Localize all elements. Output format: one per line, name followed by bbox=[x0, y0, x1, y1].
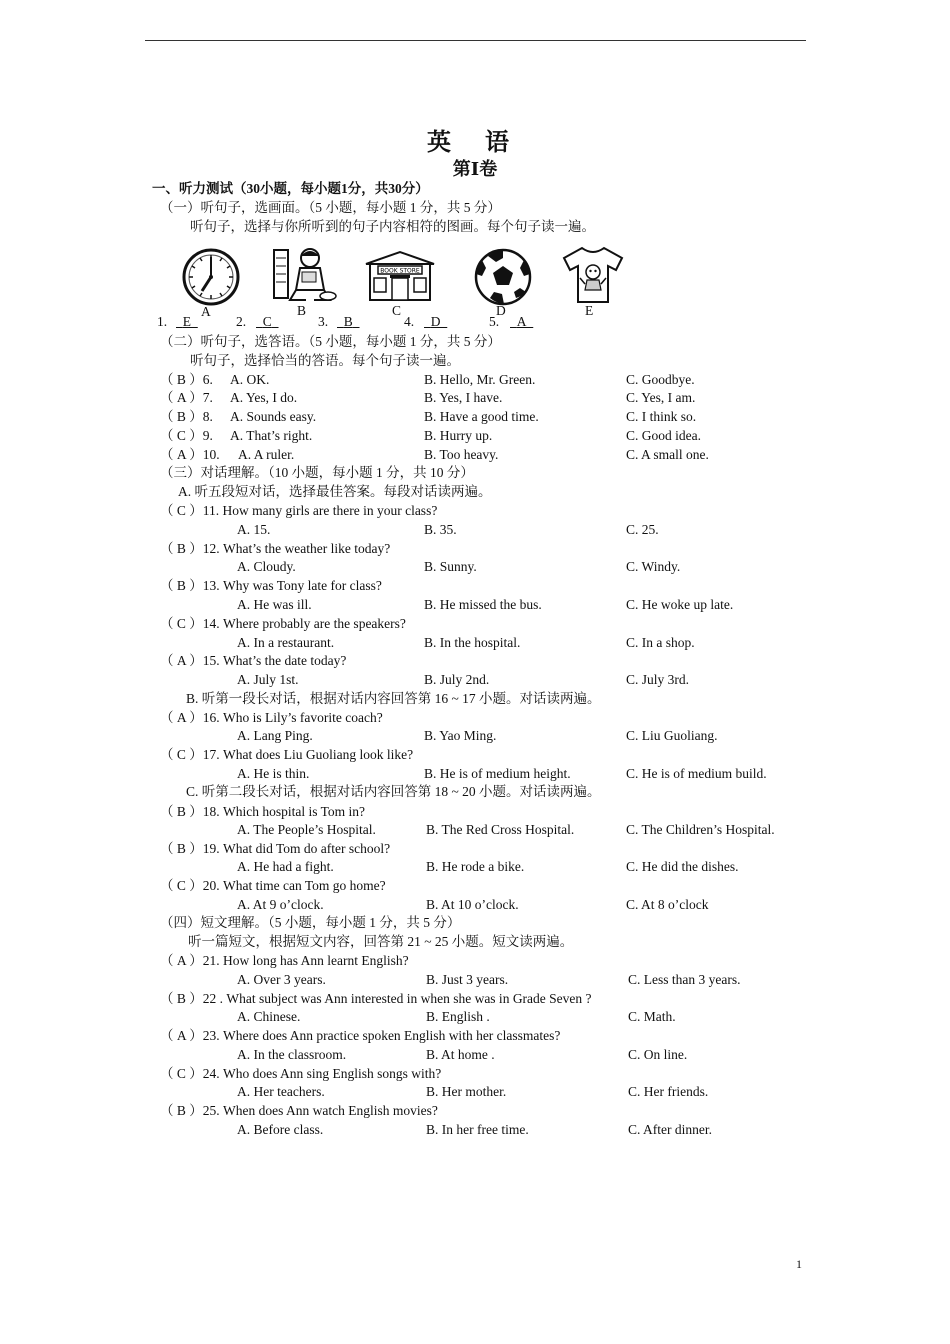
options-row: A. He was ill. B. He missed the bus. C. He woke up late. bbox=[237, 597, 734, 612]
question-row: （ A ）15. What’s the date today? bbox=[160, 653, 347, 668]
picture-label-a: A bbox=[201, 304, 211, 319]
part4-instruction: 听一篇短文，根据短文内容，回答第 21 ~ 25 小题。短文读两遍。 bbox=[188, 934, 574, 949]
options-row: A. He is thin. B. He is of medium height. C. He is of medium build. bbox=[237, 766, 767, 781]
picture-row bbox=[0, 244, 950, 324]
options-row: A. Before class. B. In her free time. C. After dinner. bbox=[237, 1122, 712, 1137]
part3-sub-b: B. 听第一段长对话，根据对话内容回答第 16 ~ 17 小题。对话读两遍。 bbox=[186, 691, 601, 706]
question-row: （ C ）17. What does Liu Guoliang look like? bbox=[160, 747, 414, 762]
question-row: （ C ）20. What time can Tom go home? bbox=[160, 878, 386, 893]
clock-icon bbox=[182, 248, 240, 306]
picture-label-b: B bbox=[297, 303, 307, 318]
question-row: （ C ）9. A. That’s right. B. Hurry up. C. Good idea. bbox=[160, 428, 701, 443]
options-row: A. Her teachers. B. Her mother. C. Her friends. bbox=[237, 1084, 709, 1099]
question-row: （ B ）25. When does Ann watch English movies? bbox=[160, 1103, 438, 1118]
answer-num: 2. bbox=[236, 314, 247, 329]
question-row: （ C ）24. Who does Ann sing English songs with? bbox=[160, 1066, 442, 1081]
answer-value: C bbox=[262, 314, 272, 329]
part1-instruction: 听句子，选择与你所听到的句子内容相符的图画。每个句子读一遍。 bbox=[190, 219, 595, 234]
question-row: （ C ）11. How many girls are there in your class? bbox=[160, 503, 438, 518]
options-row: A. In the classroom. B. At home . C. On line. bbox=[237, 1047, 688, 1062]
question-row: （ C ）14. Where probably are the speakers? bbox=[160, 616, 406, 631]
page-number: 1 bbox=[796, 1257, 802, 1271]
options-row: A. At 9 o’clock. B. At 10 o’clock. C. At 8 o’clock bbox=[237, 897, 709, 912]
answer-value: D bbox=[430, 314, 441, 329]
options-row: A. He had a fight. B. He rode a bike. C. He did the dishes. bbox=[237, 859, 739, 874]
part2-instruction: 听句子，选择恰当的答语。每个句子读一遍。 bbox=[190, 353, 460, 368]
part1-heading: （一）听句子，选画面。（5 小题，每小题 1 分，共 5 分） bbox=[160, 200, 501, 215]
part3-sub-c: C. 听第二段长对话，根据对话内容回答第 18 ~ 20 小题。对话读两遍。 bbox=[186, 784, 601, 799]
question-row: （ B ）18. Which hospital is Tom in? bbox=[160, 804, 366, 819]
question-row: （ A ）7. A. Yes, I do. B. Yes, I have. C. Yes, I am. bbox=[160, 390, 696, 405]
question-row: （ B ）19. What did Tom do after school? bbox=[160, 841, 391, 856]
answer-num: 1. bbox=[157, 314, 168, 329]
question-row: （ A ）23. Where does Ann practice spoken English with her classmates? bbox=[160, 1028, 561, 1043]
options-row: A. Chinese. B. English . C. Math. bbox=[237, 1009, 676, 1024]
options-row: A. In a restaurant. B. In the hospital. C. In a shop. bbox=[237, 635, 695, 650]
part3-sub-a: A. 听五段短对话，选择最佳答案。每段对话读两遍。 bbox=[178, 484, 492, 499]
options-row: A. The People’s Hospital. B. The Red Cross Hospital. C. The Children’s Hospital. bbox=[237, 822, 775, 837]
part3-heading: （三）对话理解。（10 小题，每小题 1 分，共 10 分） bbox=[160, 465, 474, 480]
section-heading: 一、听力测试（30小题，每小题1分，共30分） bbox=[152, 181, 429, 196]
question-row: （ A ）16. Who is Lily’s favorite coach? bbox=[160, 710, 383, 725]
part4-heading: （四）短文理解。（5 小题，每小题 1 分，共 5 分） bbox=[160, 915, 461, 930]
answer-value: A bbox=[516, 314, 527, 329]
options-row: A. Cloudy. B. Sunny. C. Windy. bbox=[237, 559, 681, 574]
options-row: A. Over 3 years. B. Just 3 years. C. Less than 3 years. bbox=[237, 972, 741, 987]
answer-num: 4. bbox=[404, 314, 415, 329]
answer-value: E bbox=[182, 314, 191, 329]
picture-label-c: C bbox=[392, 303, 402, 318]
store-sign-text: BOOK STORE bbox=[380, 267, 420, 275]
part1-answers bbox=[0, 314, 950, 334]
store-icon bbox=[364, 250, 436, 302]
question-row: （ B ）13. Why was Tony late for class? bbox=[160, 578, 382, 593]
picture-label-d: D bbox=[496, 303, 506, 318]
girl-reading-icon bbox=[270, 244, 342, 306]
question-row: （ B ）12. What’s the weather like today? bbox=[160, 541, 391, 556]
question-row: （ A ）21. How long has Ann learnt English? bbox=[160, 953, 409, 968]
options-row: A. July 1st. B. July 2nd. C. July 3rd. bbox=[237, 672, 690, 687]
options-row: A. Lang Ping. B. Yao Ming. C. Liu Guoliang. bbox=[237, 728, 718, 743]
tshirt-icon bbox=[560, 244, 626, 304]
answer-value: B bbox=[343, 314, 353, 329]
question-row: （ B ）22 . What subject was Ann interested in when she was in Grade Seven ? bbox=[160, 991, 592, 1006]
options-row: A. 15. B. 35. C. 25. bbox=[237, 522, 659, 537]
answer-num: 5. bbox=[489, 314, 500, 329]
question-row: （ A ）10. A. A ruler. B. Too heavy. C. A small one. bbox=[160, 447, 709, 462]
part2-heading: （二）听句子，选答语。（5 小题，每小题 1 分，共 5 分） bbox=[160, 334, 501, 349]
header-rule bbox=[145, 40, 806, 41]
page-subtitle: 第Ⅰ卷 bbox=[452, 159, 498, 179]
question-row: （ B ）8. A. Sounds easy. B. Have a good time. C. I think so. bbox=[160, 409, 697, 424]
answer-num: 3. bbox=[318, 314, 329, 329]
picture-label-e: E bbox=[585, 303, 594, 318]
soccer-ball-icon bbox=[474, 248, 532, 306]
question-row: （ B ）6. A. OK. B. Hello, Mr. Green. C. Goodbye. bbox=[160, 372, 695, 387]
page-title: 英 语 bbox=[427, 130, 523, 156]
